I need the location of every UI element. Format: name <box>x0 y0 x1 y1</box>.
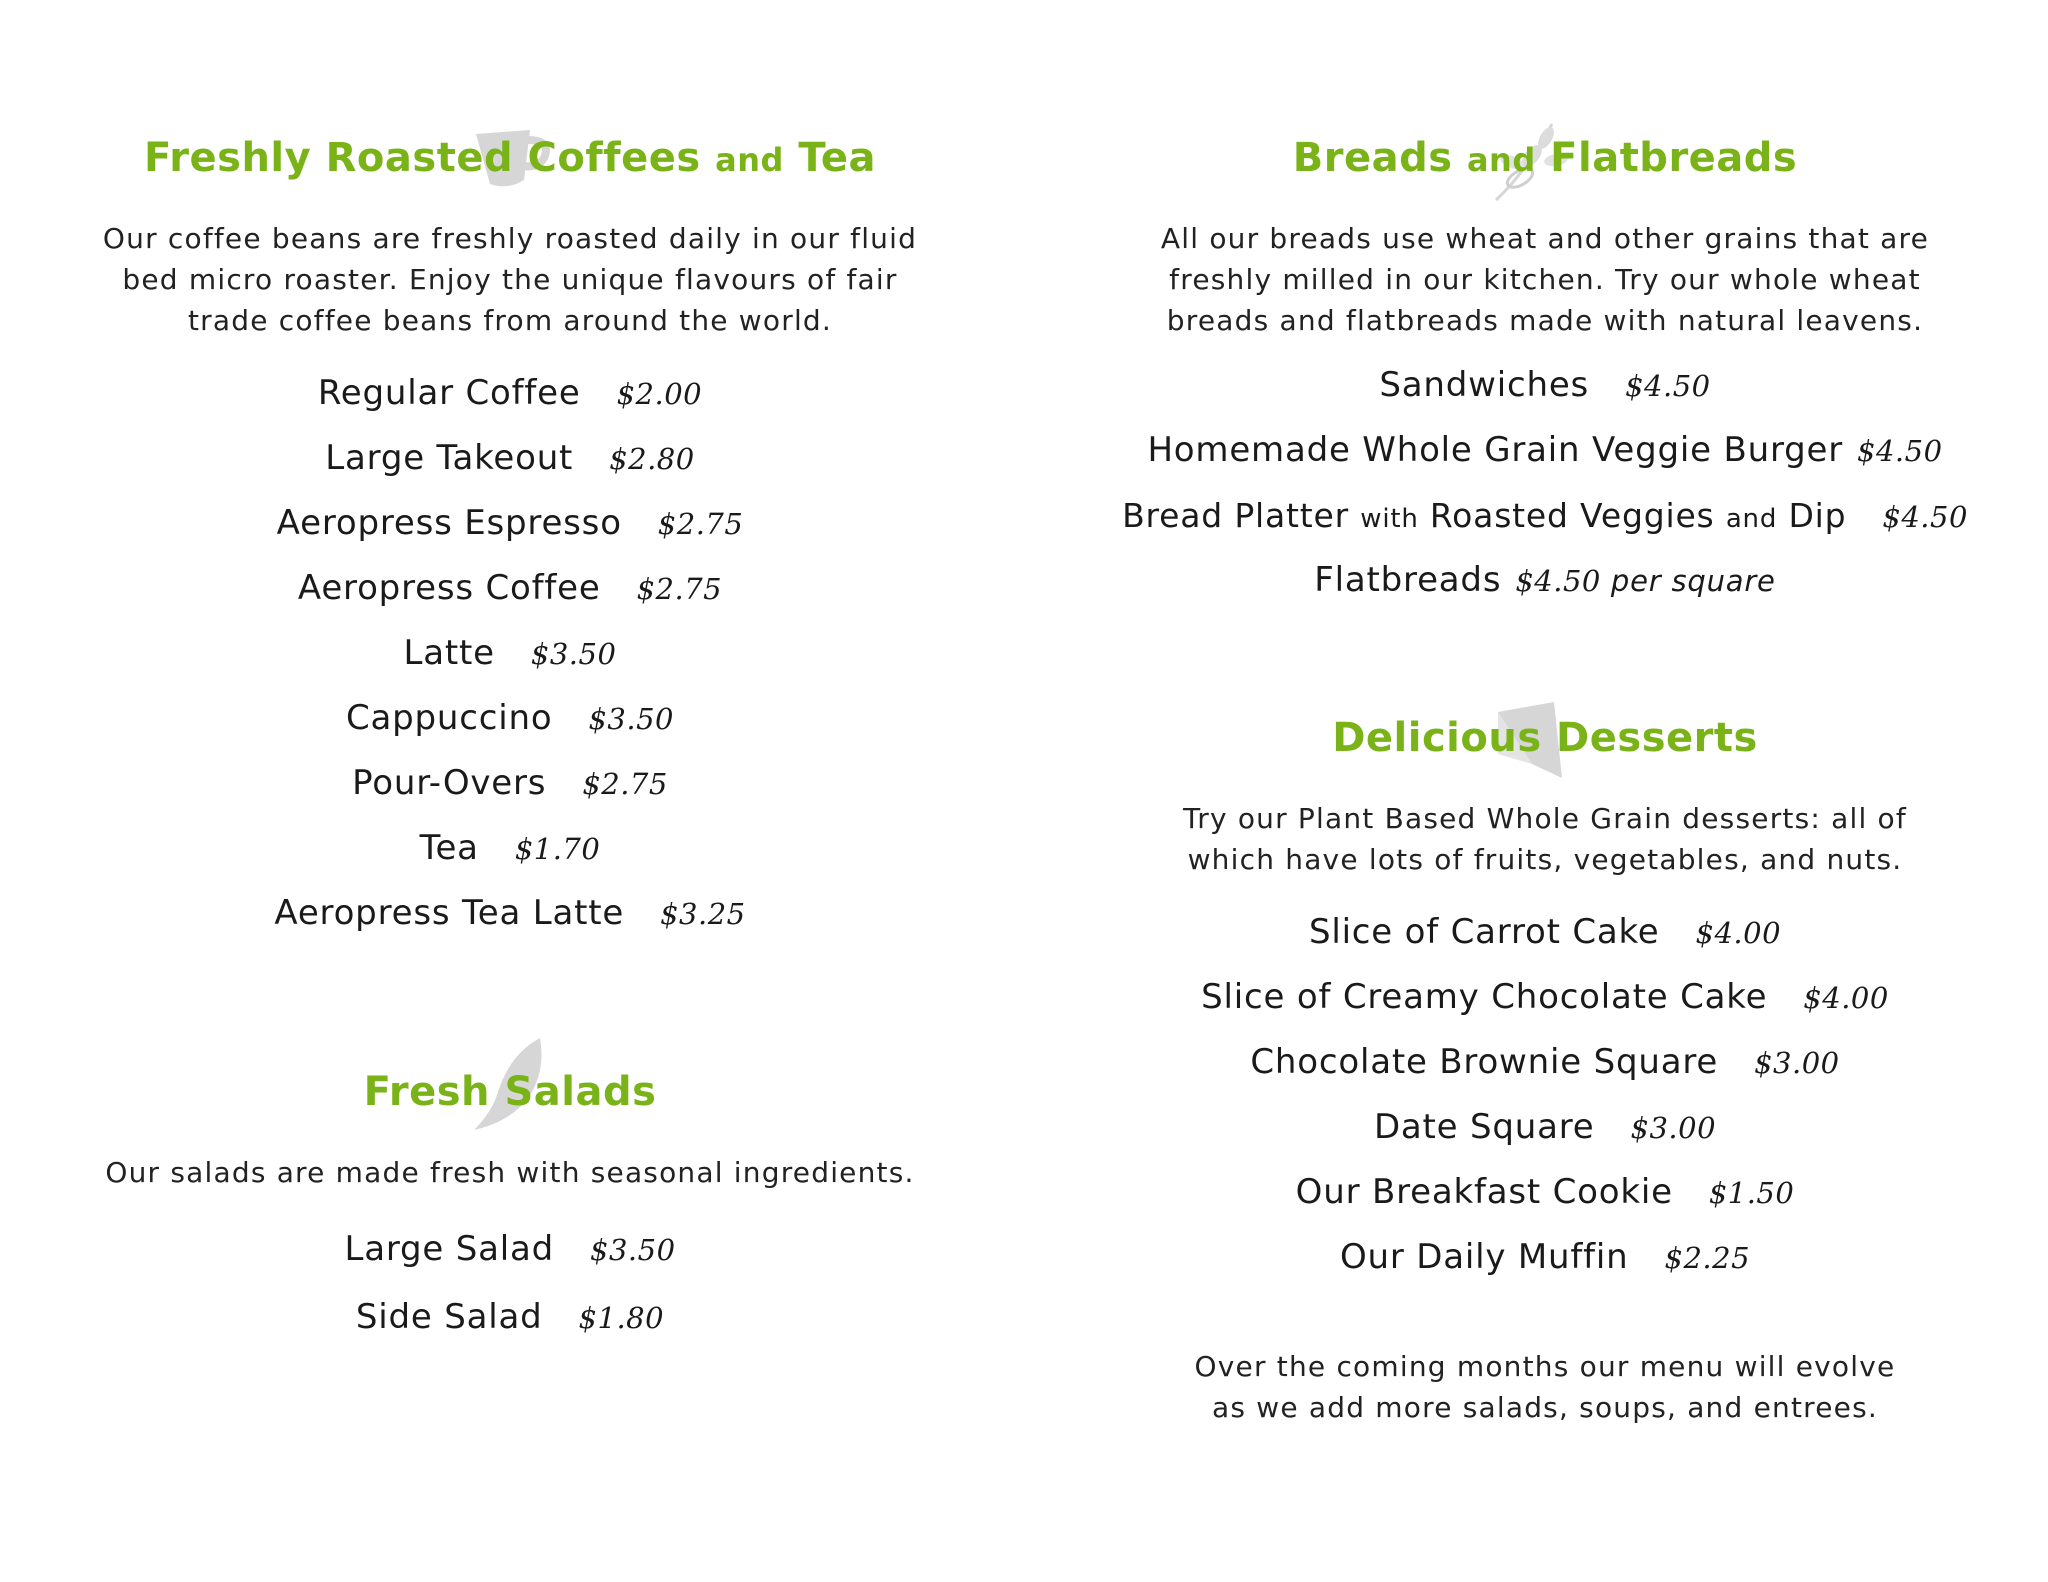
item-price: $3.00 <box>1754 1046 1840 1080</box>
item-name: Date Square <box>1373 1107 1595 1147</box>
item-name: Large Takeout <box>325 438 574 478</box>
desserts-heading-wrap <box>1110 708 1980 768</box>
item-name: Our Breakfast Cookie <box>1295 1172 1673 1212</box>
item-price: $3.50 <box>588 702 674 736</box>
item-name: Chocolate Brownie Square <box>1250 1042 1719 1082</box>
menu-item <box>1110 1225 1980 1290</box>
menu-item <box>90 556 930 621</box>
footer-line-2: as we add more salads, soups, and entrees. <box>1212 1391 1878 1424</box>
platter-part-1: Bread Platter <box>1122 496 1361 535</box>
breads-desc-line-1: All our breads use wheat and other grains that are <box>1160 222 1930 255</box>
item-name <box>1122 496 1846 535</box>
menu-item <box>90 1215 930 1283</box>
breads-menu-list <box>1110 353 1980 613</box>
coffee-section <box>90 128 930 946</box>
menu-item <box>90 881 930 946</box>
breads-title-part-2: Flatbreads <box>1535 135 1798 181</box>
item-price: $1.70 <box>514 832 601 866</box>
coffee-heading-wrap <box>90 128 930 188</box>
breads-heading-wrap <box>1110 128 1980 188</box>
item-price: $2.25 <box>1664 1241 1751 1275</box>
breads-title <box>1110 128 1980 190</box>
desserts-desc-line-2: which have lots of fruits, vegetables, and nuts. <box>1187 843 1903 876</box>
menu-item <box>1110 1095 1980 1160</box>
item-price: $2.80 <box>609 442 695 476</box>
item-price: $3.50 <box>530 637 617 671</box>
item-name: Aeropress Espresso <box>276 503 622 543</box>
item-price: $4.50 <box>1625 369 1711 403</box>
menu-item <box>90 621 930 686</box>
coffee-menu-list <box>90 361 930 946</box>
item-name: Slice of Carrot Cake <box>1308 912 1660 952</box>
breads-desc-line-3: breads and flatbreads made with natural leavens. <box>1166 304 1924 337</box>
item-price: $1.50 <box>1708 1176 1795 1210</box>
breads-section <box>1110 128 1980 613</box>
item-name: Aeropress Tea Latte <box>274 893 625 933</box>
salads-title: Fresh Salads <box>363 1069 657 1115</box>
item-name: Homemade Whole Grain Veggie Burger <box>1147 430 1844 470</box>
coffee-desc-line-3: trade coffee beans from around the world. <box>188 304 832 337</box>
menu-item <box>1110 965 1980 1030</box>
platter-with: with <box>1360 504 1419 534</box>
item-price: $1.80 <box>578 1301 665 1335</box>
coffee-title-part-1: Freshly Roasted Coffees <box>144 135 716 181</box>
menu-item <box>90 816 930 881</box>
menu-item <box>1110 1030 1980 1095</box>
platter-and: and <box>1725 504 1778 534</box>
platter-part-3: Dip <box>1777 496 1847 535</box>
item-name: Cappuccino <box>345 698 553 738</box>
menu-item <box>1110 353 1980 418</box>
coffee-title <box>90 128 930 190</box>
coffee-title-part-2: Tea <box>783 135 876 181</box>
footer-line-1: Over the coming months our menu will evolve <box>1194 1350 1896 1383</box>
breads-title-and: and <box>1466 141 1536 179</box>
coffee-description <box>90 218 930 341</box>
item-name: Slice of Creamy Chocolate Cake <box>1201 977 1768 1017</box>
item-price: $3.50 <box>590 1233 676 1267</box>
item-unit: per square <box>1600 564 1776 598</box>
coffee-title-and: and <box>715 141 784 179</box>
platter-part-2: Roasted Veggies <box>1418 496 1726 535</box>
item-name: Our Daily Muffin <box>1339 1237 1629 1277</box>
menu-item <box>90 491 930 556</box>
menu-item <box>1110 483 1980 548</box>
item-price: $3.25 <box>660 897 746 931</box>
breads-description <box>1110 218 1980 341</box>
item-name: Pour-Overs <box>352 763 547 803</box>
item-price: $4.00 <box>1695 916 1782 950</box>
item-name: Tea <box>419 828 479 868</box>
item-name: Side Salad <box>355 1297 543 1337</box>
item-price: $4.50 <box>1857 434 1943 468</box>
menu-item <box>1110 900 1980 965</box>
item-price: $4.00 <box>1803 981 1889 1015</box>
salads-menu-list <box>90 1215 930 1351</box>
coffee-desc-line-1: Our coffee beans are freshly roasted daily in our fluid <box>102 222 918 255</box>
breads-title-part-1: Breads <box>1292 135 1467 181</box>
salads-heading-wrap <box>90 1062 930 1122</box>
item-name: Flatbreads <box>1314 560 1502 600</box>
desserts-title: Delicious Desserts <box>1332 715 1758 761</box>
item-name: Latte <box>403 633 495 673</box>
salads-description: Our salads are made fresh with seasonal ingredients. <box>105 1156 915 1189</box>
desserts-desc-line-1: Try our Plant Based Whole Grain desserts: all of <box>1183 802 1907 835</box>
item-price: $3.00 <box>1630 1111 1717 1145</box>
menu-item <box>1110 1160 1980 1225</box>
item-name: Large Salad <box>344 1229 554 1269</box>
menu-item <box>1110 418 1980 483</box>
item-price: $2.00 <box>616 377 703 411</box>
item-price: $2.75 <box>657 507 744 541</box>
menu-item <box>90 361 930 426</box>
item-price: $2.75 <box>636 572 723 606</box>
item-price: $2.75 <box>582 767 668 801</box>
item-name: Aeropress Coffee <box>297 568 601 608</box>
menu-item <box>90 1283 930 1351</box>
item-name: Regular Coffee <box>317 373 581 413</box>
menu-item <box>1110 548 1980 613</box>
item-name: Sandwiches <box>1379 365 1590 405</box>
salads-section <box>90 1062 930 1351</box>
item-price: $4.50 <box>1882 500 1968 534</box>
desserts-description <box>1110 798 1980 880</box>
menu-item <box>90 686 930 751</box>
desserts-menu-list <box>1110 900 1980 1290</box>
menu-item <box>90 426 930 491</box>
desserts-section <box>1110 708 1980 1428</box>
menu-footer-note <box>1110 1346 1980 1428</box>
coffee-desc-line-2: bed micro roaster. Enjoy the unique flavours of fair <box>122 263 898 296</box>
menu-item <box>90 751 930 816</box>
breads-desc-line-2: freshly milled in our kitchen. Try our whole wheat <box>1169 263 1921 296</box>
item-price: $4.50 <box>1515 564 1601 598</box>
